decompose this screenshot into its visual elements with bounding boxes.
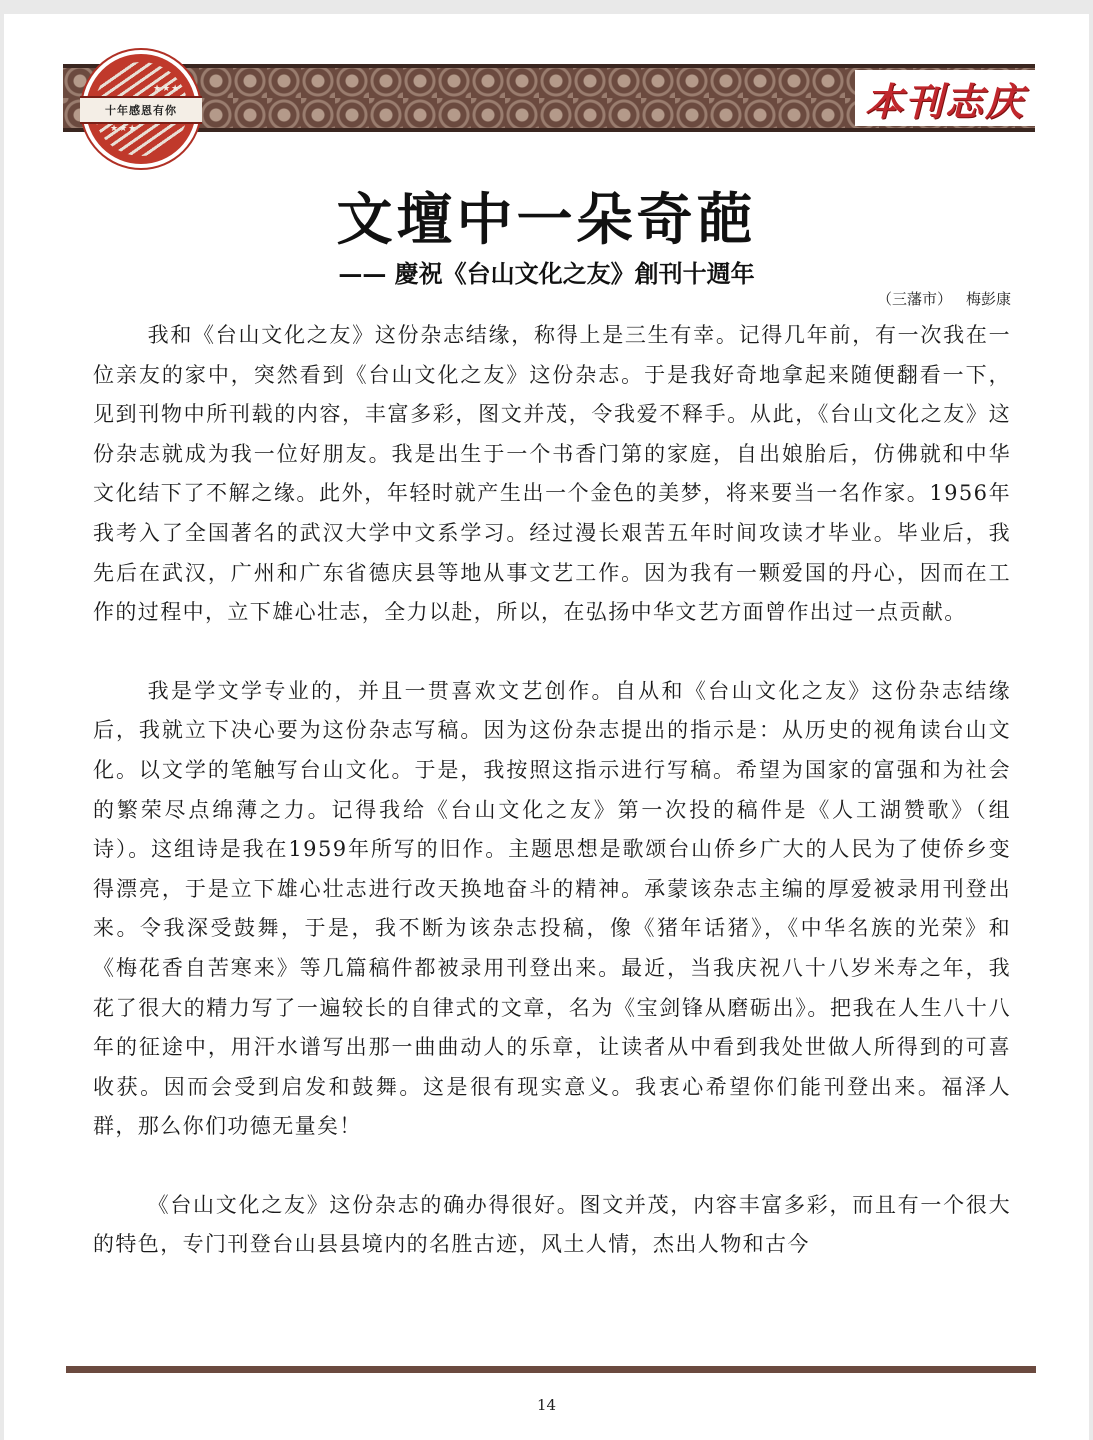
- column-title-box: [855, 70, 1035, 126]
- byline: [863, 288, 1011, 309]
- paragraph-3: 《台山文化之友》这份杂志的确办得很好。图文并茂，内容丰富多彩，而且有一个很大的特色，专门刊登台山县县境内的名胜古迹，风土人情，杰出人物和古今: [93, 1192, 1011, 1257]
- article-body: [93, 316, 1011, 1265]
- badge-text: 十年感恩有你: [105, 104, 177, 117]
- header-band-edge-top: [63, 64, 1035, 68]
- author-location: （三藩市）: [876, 290, 952, 308]
- column-title: 本刊志庆: [864, 78, 1025, 124]
- paragraph-1: 我和《台山文化之友》这份杂志结缘，称得上是三生有幸。记得几年前，有一次我在一位亲友的家中，突然看到《台山文化之友》这份杂志。于是我好奇地拿起来随便翻看一下，见到刊物中所刊载的内容，丰富多彩，图文并茂，令我爱不释手。从此，《台山文化之友》这份杂志就成为我一位好朋友。我是出生于一个书香门第的家庭，自出娘胎后，仿佛就和中华文化结下了不解之缘。此外，年轻时就产生出一个金色的美梦，将来要当一名作家。1956年我考入了全国著名的武汉大学中文系学习。经过漫长艰苦五年时间攻读才毕业。毕业后，我先后在武汉，广州和广东省德庆县等地从事文艺工作。因为我有一颗爱国的丹心，因而在工作的过程中，立下雄心壮志，全力以赴，所以，在弘扬中华文艺方面曾作出过一点贡献。: [93, 323, 1011, 625]
- page-number: 14: [536, 1396, 557, 1414]
- badge-stars-bottom: ★★★: [110, 124, 138, 134]
- badge-ribbon: [80, 96, 202, 124]
- article-title: 文壇中一朵奇葩: [336, 187, 757, 253]
- article-subtitle: —— 慶祝《台山文化之友》創刊十週年: [338, 259, 755, 288]
- footer-rule: [66, 1366, 1036, 1373]
- badge-stars-top: ★★★: [153, 84, 181, 94]
- anniversary-badge-icon: [86, 54, 196, 164]
- paragraph-2: 我是学文学专业的，并且一贯喜欢文艺创作。自从和《台山文化之友》这份杂志结缘后，我就立下决心要为这份杂志写稿。因为这份杂志提出的指示是：从历史的视角读台山文化。以文学的笔触写台山文化。于是，我按照这指示进行写稿。希望为国家的富强和为社会的繁荣尽点绵薄之力。记得我给《台山文化之友》第一次投的稿件是《人工湖赞歌》（组诗）。这组诗是我在1959年所写的旧作。主题思想是歌颂台山侨乡广大的人民为了使侨乡变得漂亮，于是立下雄心壮志进行改天换地奋斗的精神。承蒙该杂志主编的厚爱被录用刊登出来。令我深受鼓舞，于是，我不断为该杂志投稿，像《猪年话猪》，《中华名族的光荣》和《梅花香自苦寒来》等几篇稿件都被录用刊登出来。最近，当我庆祝八十八岁米寿之年，我花了很大的精力写了一遍较长的自律式的文章，名为《宝剑锋从磨砺出》。把我在人生八十八年的征途中，用汗水谱写出那一曲曲动人的乐章，让读者从中看到我处世做人所得到的可喜收获。因而会受到启发和鼓舞。这是很有现实意义。我衷心希望你们能刊登出来。福泽人群，那么你们功德无量矣！: [93, 678, 1011, 1139]
- header-band-edge-bottom: [63, 128, 1035, 132]
- author-name: 梅彭康: [965, 290, 1011, 308]
